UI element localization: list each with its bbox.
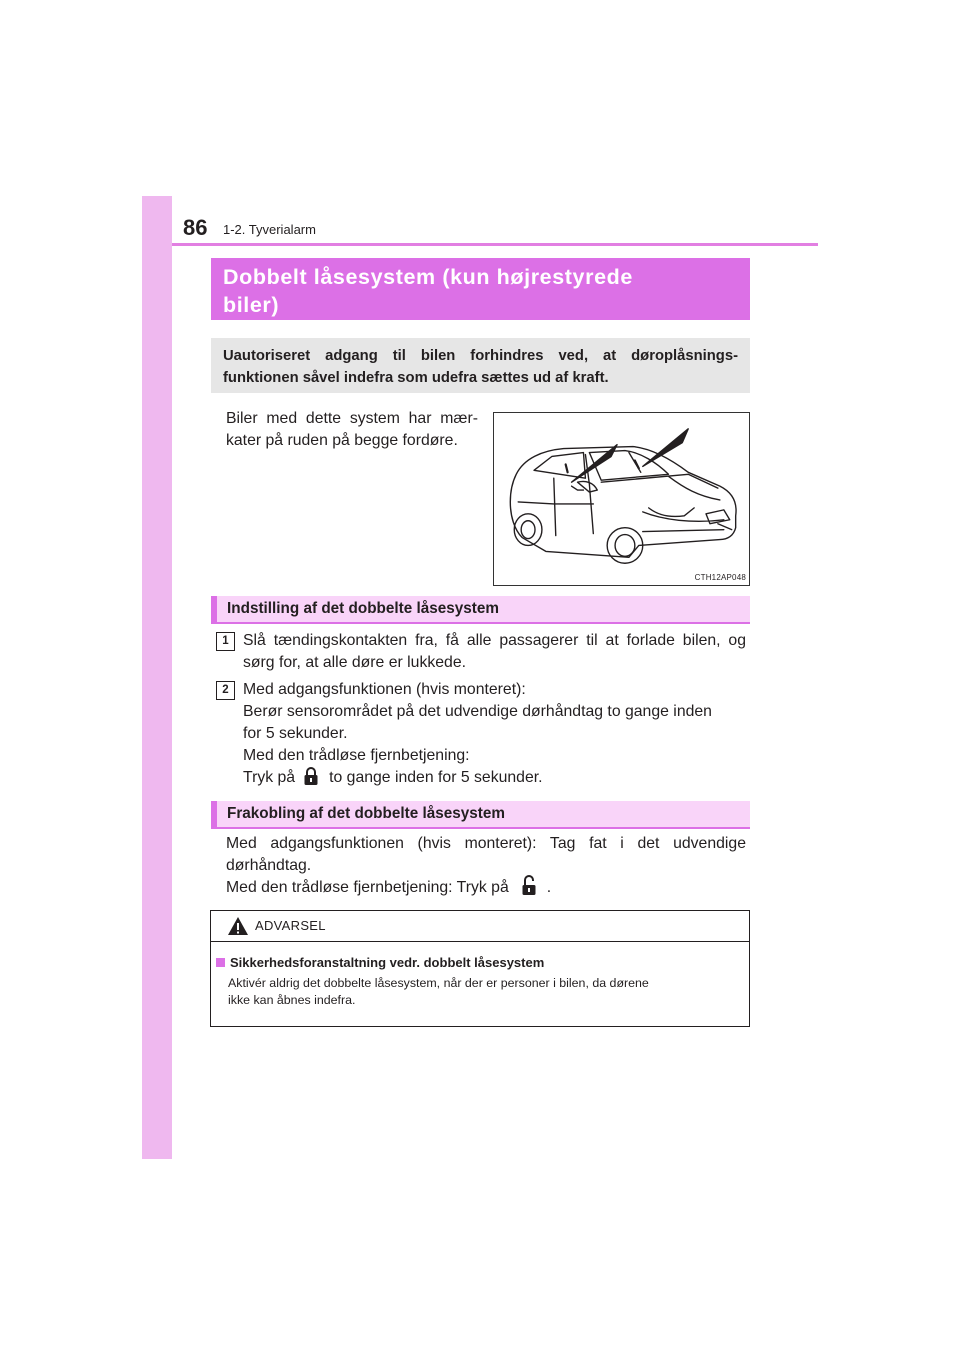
intro-box bbox=[211, 338, 750, 393]
step-1-text bbox=[243, 630, 746, 674]
figure-code: CTH12AP048 bbox=[694, 573, 746, 582]
step-2-press-suffix: to gange inden for 5 sekunder. bbox=[329, 769, 543, 787]
unlock-icon bbox=[519, 875, 539, 897]
warning-subheading bbox=[216, 955, 544, 970]
side-tab bbox=[142, 196, 172, 1159]
step-2-line-3: for 5 sekunder. bbox=[243, 725, 348, 742]
step-2-line-1: Med adgangsfunktionen (hvis monteret): bbox=[243, 681, 526, 698]
title-line-1: Dobbelt låsesystem (kun højrestyrede bbox=[223, 265, 633, 289]
release-press-label: Med den trådløse fjernbetjening: Tryk på bbox=[226, 879, 509, 897]
bullet-square-icon bbox=[216, 958, 225, 967]
step-2-badge: 2 bbox=[216, 681, 235, 700]
warning-title: ADVARSEL bbox=[255, 918, 326, 933]
release-line-3 bbox=[226, 877, 746, 899]
lock-icon bbox=[301, 765, 321, 787]
setting-heading: Indstilling af det dobbelte låsesystem bbox=[211, 596, 750, 624]
release-line-1: Med adgangsfunktionen (hvis monteret): Tag fat i det udvendige bbox=[226, 835, 746, 852]
warning-box bbox=[210, 910, 750, 1027]
release-press-suffix: . bbox=[546, 879, 552, 897]
warning-body bbox=[228, 975, 744, 1009]
step-2-text bbox=[243, 679, 746, 789]
step-2-press-label: Tryk på bbox=[243, 769, 296, 787]
description-paragraph bbox=[226, 408, 478, 452]
intro-line-2: funktionen såvel indefra som udefra sættes ud af kraft. bbox=[223, 370, 609, 386]
warning-body-line-1: Aktivér aldrig det dobbelte låsesystem, når der er personer i bilen, da dørene bbox=[228, 976, 649, 990]
section-label: 1-2. Tyverialarm bbox=[223, 222, 316, 237]
warning-triangle-icon bbox=[227, 916, 249, 936]
description-line-2: kater på ruden på begge fordøre. bbox=[226, 432, 458, 449]
warning-body-line-2: ikke kan åbnes indefra. bbox=[228, 993, 356, 1007]
step-2-line-4: Med den trådløse fjernbetjening: bbox=[243, 747, 470, 764]
step-2-line-5 bbox=[243, 767, 746, 789]
page-number: 86 bbox=[183, 215, 208, 240]
intro-line-1: Uautoriseret adgang til bilen forhindres ved, at døroplåsnings- bbox=[223, 348, 738, 364]
description-line-1: Biler med dette system har mær- bbox=[226, 410, 478, 427]
warning-header bbox=[211, 911, 749, 942]
step-1-line-2: sørg for, at alle døre er lukkede. bbox=[243, 654, 467, 671]
page-title bbox=[211, 258, 750, 320]
step-1-line-1: Slå tændingskontakten fra, få alle passagerer til at forlade bilen, og bbox=[243, 632, 746, 649]
step-1-badge: 1 bbox=[216, 632, 235, 651]
car-figure bbox=[493, 412, 750, 586]
warning-subheading-text: Sikkerhedsforanstaltning vedr. dobbelt låsesystem bbox=[230, 955, 545, 970]
release-heading: Frakobling af det dobbelte låsesystem bbox=[211, 801, 750, 829]
release-line-2: dørhåndtag. bbox=[226, 857, 312, 874]
header-rule bbox=[172, 243, 818, 246]
car-illustration bbox=[494, 413, 749, 585]
release-text bbox=[226, 833, 746, 899]
step-2-line-2: Berør sensorområdet på det udvendige dørhåndtag to gange inden bbox=[243, 703, 712, 720]
title-line-2: biler) bbox=[223, 293, 280, 317]
